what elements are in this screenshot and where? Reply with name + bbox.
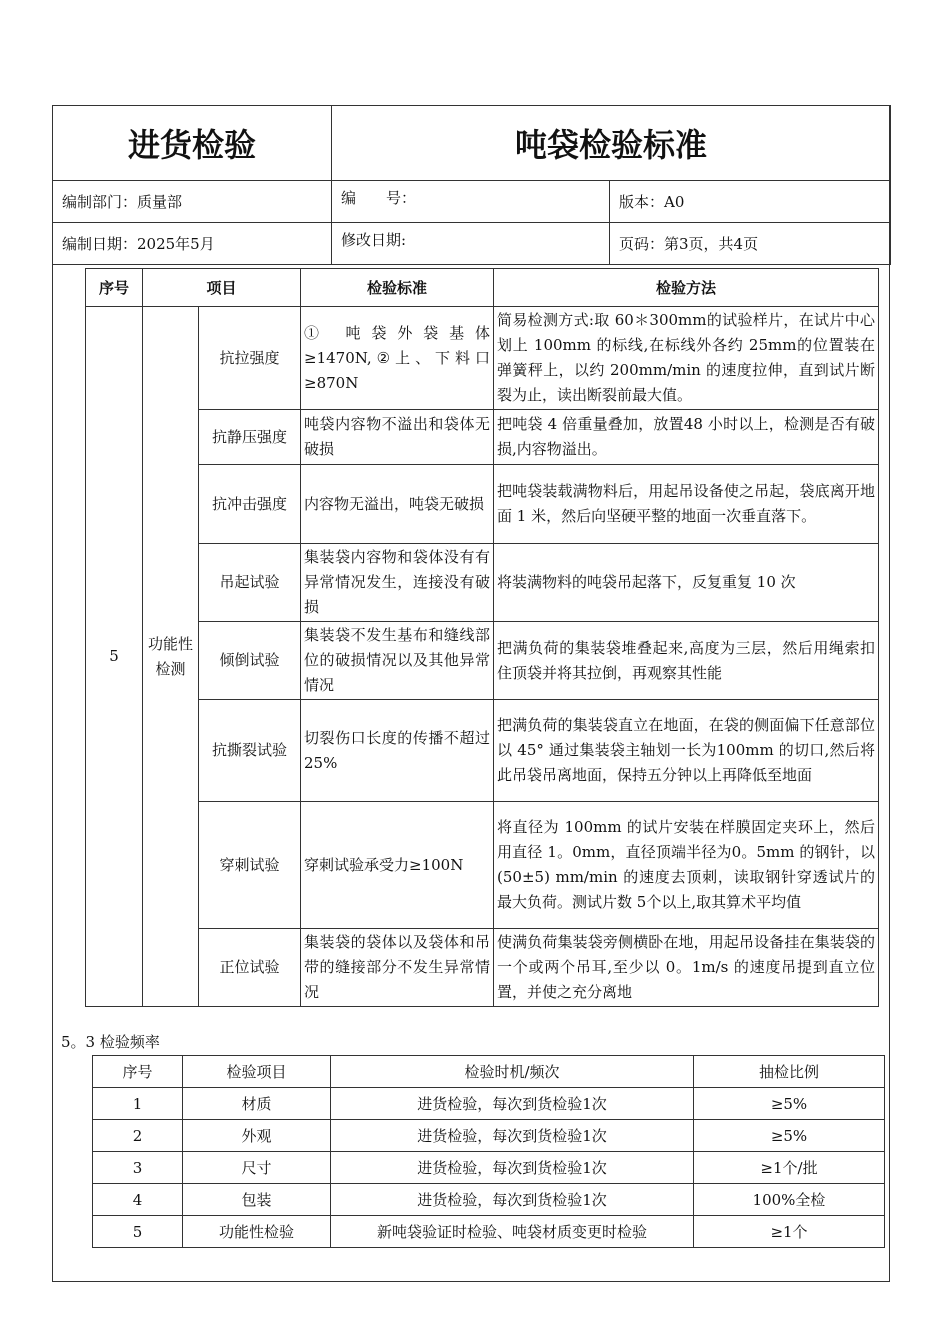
item-standard: ① 吨袋外袋基体≥1470N,②上、下料口≥870N	[301, 307, 494, 410]
item-name: 吊起试验	[199, 544, 301, 622]
version-field: 版本：A0	[610, 181, 891, 223]
freq-no: 1	[93, 1088, 183, 1120]
table-row	[86, 465, 879, 544]
group-name: 功能性检测	[143, 307, 199, 1007]
freq-item: 尺寸	[183, 1152, 331, 1184]
freq-ratio: ≥1个	[694, 1216, 885, 1248]
table-row	[86, 929, 879, 1007]
table-row	[86, 700, 879, 802]
item-method: 把满负荷的集装袋直立在地面，在袋的侧面偏下任意部位以 45° 通过集装袋主轴划一长为100mm 的切口,然后将此吊袋吊离地面，保持五分钟以上再降低至地面	[494, 700, 879, 802]
section-title: 5。3 检验频率	[61, 1033, 160, 1051]
table-row	[86, 802, 879, 929]
freq-header-item: 检验项目	[183, 1056, 331, 1088]
freq-timing: 进货检验，每次到货检验1次	[331, 1184, 694, 1216]
frequency-header-row	[93, 1056, 885, 1088]
freq-timing: 进货检验，每次到货检验1次	[331, 1120, 694, 1152]
freq-ratio: ≥5%	[694, 1120, 885, 1152]
main-title: 吨袋检验标准	[332, 106, 891, 181]
frequency-row	[93, 1120, 885, 1152]
frequency-table	[92, 1055, 885, 1248]
document-header	[52, 105, 891, 265]
item-name: 抗撕裂试验	[199, 700, 301, 802]
freq-header-no: 序号	[93, 1056, 183, 1088]
item-name: 抗拉强度	[199, 307, 301, 410]
dept-field: 编制部门：质量部	[53, 181, 332, 223]
freq-no: 2	[93, 1120, 183, 1152]
frequency-row	[93, 1184, 885, 1216]
freq-timing: 进货检验，每次到货检验1次	[331, 1152, 694, 1184]
item-name: 抗静压强度	[199, 410, 301, 465]
table-row	[86, 410, 879, 465]
frequency-row	[93, 1216, 885, 1248]
inspection-standard-table	[85, 268, 879, 1007]
revise-date-field: 修改日期:	[332, 223, 610, 265]
table-row	[86, 544, 879, 622]
table-row	[86, 307, 879, 410]
frequency-row	[93, 1152, 885, 1184]
item-standard: 集装袋不发生基布和缝线部位的破损情况以及其他异常情况	[301, 622, 494, 700]
item-method: 把满负荷的集装袋堆叠起来,高度为三层，然后用绳索扣住顶袋并将其拉倒，再观察其性能	[494, 622, 879, 700]
item-name: 抗冲击强度	[199, 465, 301, 544]
table-row	[86, 622, 879, 700]
freq-ratio: ≥1个/批	[694, 1152, 885, 1184]
freq-no: 3	[93, 1152, 183, 1184]
freq-timing: 进货检验，每次到货检验1次	[331, 1088, 694, 1120]
freq-header-ratio: 抽检比例	[694, 1056, 885, 1088]
item-method: 简易检测方式:取 60＊300mm的试验样片，在试片中心划上 100mm 的标线,在标线外各约 25mm的位置装在弹簧秤上，以约 200mm/min 的速度拉伸，直到试片断裂为止，读出断裂前最大值。	[494, 307, 879, 410]
number-field: 编 号：	[332, 181, 610, 223]
item-standard: 穿刺试验承受力≥100N	[301, 802, 494, 929]
item-standard: 吨袋内容物不溢出和袋体无破损	[301, 410, 494, 465]
date-field: 编制日期：2025年5月	[53, 223, 332, 265]
item-method: 将直径为 100mm 的试片安装在样膜固定夹环上，然后用直径 1。0mm，直径顶端半径为0。5mm 的钢针，以(50±5) mm/min 的速度去顶刺，读取钢针穿透试片的最大负荷。测试片数 5个以上,取其算术平均值	[494, 802, 879, 929]
item-standard: 集装袋内容物和袋体没有有异常情况发生，连接没有破损	[301, 544, 494, 622]
header-item: 项目	[143, 269, 301, 307]
freq-item: 材质	[183, 1088, 331, 1120]
freq-item: 功能性检验	[183, 1216, 331, 1248]
item-method: 使满负荷集装袋旁侧横卧在地，用起吊设备挂在集装袋的一个或两个吊耳,至少以 0。1m/s 的速度吊提到直立位置，并使之充分离地	[494, 929, 879, 1007]
left-title: 进货检验	[53, 106, 332, 181]
frequency-row	[93, 1088, 885, 1120]
item-standard: 集装袋的袋体以及袋体和吊带的缝接部分不发生异常情况	[301, 929, 494, 1007]
freq-item: 外观	[183, 1120, 331, 1152]
header-method: 检验方法	[494, 269, 879, 307]
item-name: 倾倒试验	[199, 622, 301, 700]
freq-no: 4	[93, 1184, 183, 1216]
item-method: 将装满物料的吨袋吊起落下，反复重复 10 次	[494, 544, 879, 622]
freq-header-timing: 检验时机/频次	[331, 1056, 694, 1088]
item-name: 穿刺试验	[199, 802, 301, 929]
item-method: 把吨袋装载满物料后，用起吊设备使之吊起，袋底离开地面 1 米，然后向坚硬平整的地面一次垂直落下。	[494, 465, 879, 544]
freq-item: 包装	[183, 1184, 331, 1216]
item-name: 正位试验	[199, 929, 301, 1007]
freq-no: 5	[93, 1216, 183, 1248]
header-no: 序号	[86, 269, 143, 307]
freq-ratio: 100%全检	[694, 1184, 885, 1216]
freq-timing: 新吨袋验证时检验、吨袋材质变更时检验	[331, 1216, 694, 1248]
page-number-field: 页码：第3页，共4页	[610, 223, 891, 265]
table-header-row	[86, 269, 879, 307]
item-standard: 内容物无溢出，吨袋无破损	[301, 465, 494, 544]
item-method: 把吨袋 4 倍重量叠加，放置48 小时以上，检测是否有破损,内容物溢出。	[494, 410, 879, 465]
freq-ratio: ≥5%	[694, 1088, 885, 1120]
item-standard: 切裂伤口长度的传播不超过 25%	[301, 700, 494, 802]
group-no: 5	[86, 307, 143, 1007]
header-standard: 检验标准	[301, 269, 494, 307]
